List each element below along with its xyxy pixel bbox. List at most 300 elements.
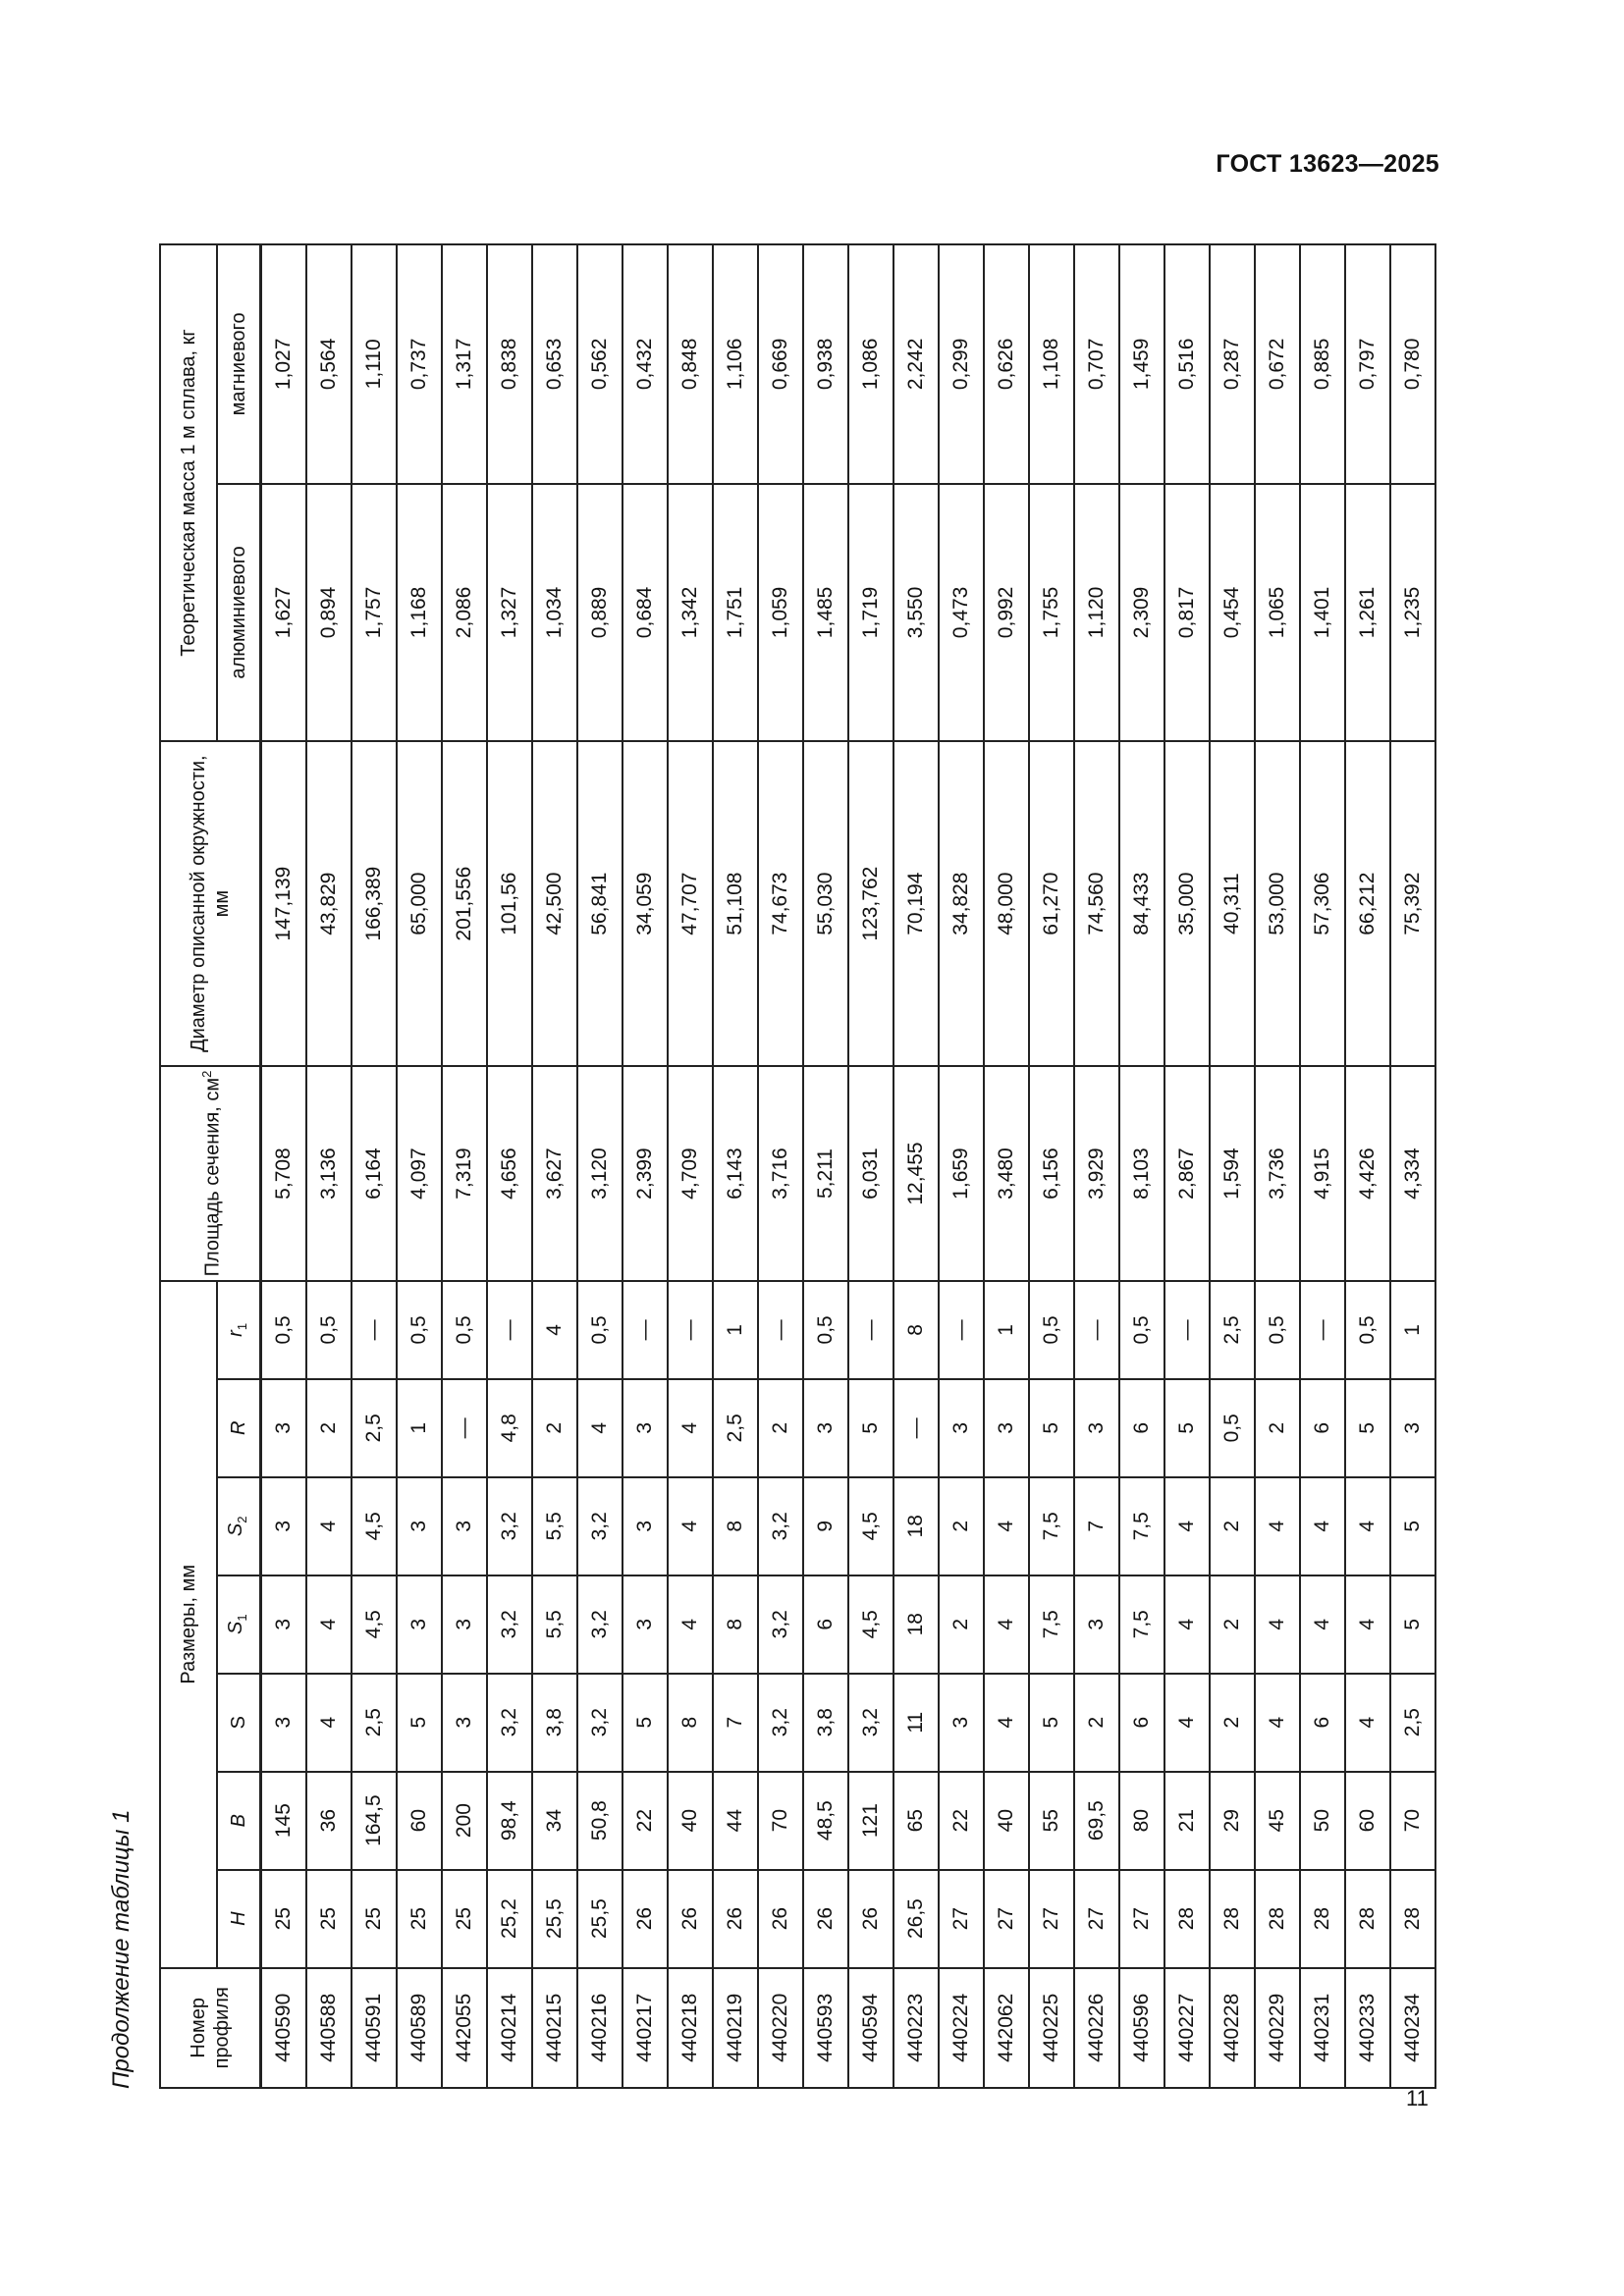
cell-H: 27 [1119,1870,1164,1968]
cell-mass-magnesium: 0,669 [758,244,803,484]
cell-profile-number: 440217 [623,1968,668,2088]
cell-S1: 7,5 [1029,1575,1074,1674]
cell-diameter: 53,000 [1255,741,1300,1066]
cell-profile-number: 440589 [397,1968,442,2088]
cell-S2: 9 [803,1477,848,1575]
cell-S2: 4 [1345,1477,1390,1575]
cell-S: 6 [1300,1674,1345,1772]
cell-R: 3 [939,1379,984,1477]
cell-R: 4,8 [487,1379,532,1477]
cell-mass-magnesium: 0,516 [1164,244,1210,484]
cell-S: 5 [623,1674,668,1772]
cell-S: 4 [1345,1674,1390,1772]
cell-diameter: 48,000 [984,741,1029,1066]
cell-r1: 0,5 [1345,1281,1390,1379]
cell-mass-magnesium: 0,287 [1210,244,1255,484]
header-diameter: Диаметр описанной окружности, мм [160,741,261,1066]
cell-mass-magnesium: 1,027 [261,244,307,484]
cell-S2: 3,2 [487,1477,532,1575]
cell-S1: 3 [397,1575,442,1674]
cell-S2: 4 [1255,1477,1300,1575]
cell-S1: 4,5 [848,1575,893,1674]
cell-diameter: 47,707 [668,741,713,1066]
cell-diameter: 84,433 [1119,741,1164,1066]
cell-profile-number: 440223 [893,1968,939,2088]
cell-R: 4 [577,1379,623,1477]
cell-B: 70 [1390,1772,1435,1870]
cell-mass-magnesium: 0,838 [487,244,532,484]
cell-profile-number: 440590 [261,1968,307,2088]
cell-S1: 4 [1255,1575,1300,1674]
cell-mass-aluminum: 1,120 [1074,484,1119,741]
cell-mass-aluminum: 0,684 [623,484,668,741]
cell-r1: 0,5 [261,1281,307,1379]
cell-R: — [893,1379,939,1477]
cell-mass-aluminum: 1,719 [848,484,893,741]
table-row [984,244,1029,2088]
cell-R: 3 [803,1379,848,1477]
cell-area: 7,319 [442,1066,487,1281]
cell-diameter: 51,108 [713,741,758,1066]
cell-B: 29 [1210,1772,1255,1870]
cell-S2: 3 [261,1477,307,1575]
cell-S: 3,2 [577,1674,623,1772]
cell-S2: 3 [442,1477,487,1575]
cell-r1: 4 [532,1281,577,1379]
cell-R: — [442,1379,487,1477]
cell-profile-number: 440227 [1164,1968,1210,2088]
cell-R: 6 [1119,1379,1164,1477]
table-row [713,244,758,2088]
cell-S: 4 [1255,1674,1300,1772]
cell-B: 44 [713,1772,758,1870]
cell-B: 164,5 [352,1772,397,1870]
cell-S: 11 [893,1674,939,1772]
cell-B: 50 [1300,1772,1345,1870]
cell-r1: — [848,1281,893,1379]
table-row [442,244,487,2088]
cell-B: 45 [1255,1772,1300,1870]
cell-H: 26 [668,1870,713,1968]
cell-S: 3 [261,1674,307,1772]
cell-H: 28 [1345,1870,1390,1968]
cell-diameter: 201,556 [442,741,487,1066]
cell-S: 3,2 [848,1674,893,1772]
cell-r1: 0,5 [803,1281,848,1379]
cell-S: 4 [306,1674,352,1772]
cell-r1: — [623,1281,668,1379]
cell-B: 70 [758,1772,803,1870]
cell-H: 26 [848,1870,893,1968]
cell-mass-aluminum: 0,894 [306,484,352,741]
cell-r1: 1 [1390,1281,1435,1379]
cell-S: 3,8 [803,1674,848,1772]
cell-mass-aluminum: 1,401 [1300,484,1345,741]
cell-B: 22 [623,1772,668,1870]
cell-S2: 2 [1210,1477,1255,1575]
cell-S: 4 [984,1674,1029,1772]
cell-S1: 4 [668,1575,713,1674]
cell-diameter: 55,030 [803,741,848,1066]
cell-H: 28 [1255,1870,1300,1968]
cell-area: 4,709 [668,1066,713,1281]
cell-profile-number: 440225 [1029,1968,1074,2088]
cell-S2: 7 [1074,1477,1119,1575]
cell-r1: — [1164,1281,1210,1379]
cell-area: 6,164 [352,1066,397,1281]
table-row [1119,244,1164,2088]
cell-area: 3,716 [758,1066,803,1281]
cell-B: 21 [1164,1772,1210,1870]
table-row [623,244,668,2088]
cell-area: 1,594 [1210,1066,1255,1281]
cell-S: 3,2 [487,1674,532,1772]
cell-S1: 3,2 [758,1575,803,1674]
cell-profile-number: 440588 [306,1968,352,2088]
cell-H: 28 [1210,1870,1255,1968]
cell-r1: — [668,1281,713,1379]
cell-mass-aluminum: 1,059 [758,484,803,741]
cell-diameter: 74,560 [1074,741,1119,1066]
cell-B: 80 [1119,1772,1164,1870]
cell-profile-number: 440219 [713,1968,758,2088]
header-area: Площадь сечения, $см^2$ [160,1066,261,1281]
cell-mass-magnesium: 0,938 [803,244,848,484]
cell-B: 98,4 [487,1772,532,1870]
cell-R: 5 [1345,1379,1390,1477]
cell-S2: 7,5 [1119,1477,1164,1575]
cell-area: 3,627 [532,1066,577,1281]
cell-area: 4,334 [1390,1066,1435,1281]
cell-S2: 3,2 [577,1477,623,1575]
cell-area: 12,455 [893,1066,939,1281]
cell-profile-number: 440233 [1345,1968,1390,2088]
cell-S2: 4 [984,1477,1029,1575]
table-row [1345,244,1390,2088]
table-row [803,244,848,2088]
cell-diameter: 123,762 [848,741,893,1066]
cell-B: 65 [893,1772,939,1870]
cell-area: 4,097 [397,1066,442,1281]
cell-S1: 3,2 [577,1575,623,1674]
cell-mass-aluminum: 1,757 [352,484,397,741]
table-row [1390,244,1435,2088]
cell-diameter: 35,000 [1164,741,1210,1066]
cell-H: 25 [442,1870,487,1968]
cell-H: 27 [984,1870,1029,1968]
cell-profile-number: 440231 [1300,1968,1345,2088]
cell-mass-aluminum: 0,992 [984,484,1029,741]
cell-area: 2,867 [1164,1066,1210,1281]
cell-B: 34 [532,1772,577,1870]
cell-S2: 5,5 [532,1477,577,1575]
cell-profile-number: 440594 [848,1968,893,2088]
cell-R: 0,5 [1210,1379,1255,1477]
cell-S: 5 [1029,1674,1074,1772]
cell-S1: 4 [1164,1575,1210,1674]
cell-R: 2 [1255,1379,1300,1477]
cell-S1: 3 [261,1575,307,1674]
cell-profile-number: 440228 [1210,1968,1255,2088]
cell-S2: 3 [623,1477,668,1575]
cell-diameter: 74,673 [758,741,803,1066]
cell-mass-aluminum: 3,550 [893,484,939,741]
cell-H: 28 [1390,1870,1435,1968]
rotated-table-region [108,126,1424,2089]
cell-H: 25,5 [532,1870,577,1968]
cell-mass-magnesium: 1,086 [848,244,893,484]
cell-diameter: 34,059 [623,741,668,1066]
cell-H: 28 [1164,1870,1210,1968]
cell-mass-magnesium: 0,564 [306,244,352,484]
table-row [1074,244,1119,2088]
cell-r1: — [758,1281,803,1379]
cell-H: 27 [1074,1870,1119,1968]
cell-S1: 4 [1300,1575,1345,1674]
cell-area: 3,736 [1255,1066,1300,1281]
cell-H: 27 [939,1870,984,1968]
cell-mass-magnesium: 1,106 [713,244,758,484]
cell-S1: 5 [1390,1575,1435,1674]
cell-diameter: 43,829 [306,741,352,1066]
cell-mass-aluminum: 1,342 [668,484,713,741]
cell-r1: 1 [713,1281,758,1379]
cell-area: 6,143 [713,1066,758,1281]
cell-area: 3,120 [577,1066,623,1281]
cell-mass-magnesium: 0,562 [577,244,623,484]
cell-profile-number: 440214 [487,1968,532,2088]
cell-R: 3 [984,1379,1029,1477]
cell-H: 26 [623,1870,668,1968]
cell-H: 26,5 [893,1870,939,1968]
cell-mass-magnesium: 2,242 [893,244,939,484]
cell-area: 3,480 [984,1066,1029,1281]
cell-S1: 3 [442,1575,487,1674]
table-row [668,244,713,2088]
cell-profile-number: 440215 [532,1968,577,2088]
cell-B: 55 [1029,1772,1074,1870]
header-B: B [217,1772,261,1870]
cell-mass-magnesium: 0,885 [1300,244,1345,484]
cell-H: 26 [758,1870,803,1968]
cell-area: 2,399 [623,1066,668,1281]
cell-H: 25 [352,1870,397,1968]
table-row [397,244,442,2088]
table-row [352,244,397,2088]
cell-S2: 4 [1300,1477,1345,1575]
cell-r1: 0,5 [577,1281,623,1379]
cell-profile-number: 440229 [1255,1968,1300,2088]
cell-B: 121 [848,1772,893,1870]
cell-r1: 0,5 [306,1281,352,1379]
cell-H: 26 [803,1870,848,1968]
cell-S1: 2 [939,1575,984,1674]
cell-S1: 7,5 [1119,1575,1164,1674]
cell-mass-magnesium: 0,737 [397,244,442,484]
cell-diameter: 57,306 [1300,741,1345,1066]
cell-S: 2,5 [1390,1674,1435,1772]
cell-B: 40 [668,1772,713,1870]
cell-S1: 2 [1210,1575,1255,1674]
cell-mass-magnesium: 1,317 [442,244,487,484]
table-row [532,244,577,2088]
cell-S: 7 [713,1674,758,1772]
cell-r1: — [939,1281,984,1379]
table-body [261,244,1436,2088]
cell-r1: 2,5 [1210,1281,1255,1379]
cell-mass-aluminum: 2,309 [1119,484,1164,741]
cell-mass-magnesium: 0,672 [1255,244,1300,484]
cell-S2: 7,5 [1029,1477,1074,1575]
cell-r1: 0,5 [1029,1281,1074,1379]
table-row [487,244,532,2088]
cell-r1: 8 [893,1281,939,1379]
cell-S2: 8 [713,1477,758,1575]
cell-S1: 4,5 [352,1575,397,1674]
header-S: S [217,1674,261,1772]
cell-H: 27 [1029,1870,1074,1968]
cell-profile-number: 440226 [1074,1968,1119,2088]
cell-diameter: 166,389 [352,741,397,1066]
cell-R: 1 [397,1379,442,1477]
cell-diameter: 147,139 [261,741,307,1066]
cell-area: 1,659 [939,1066,984,1281]
cell-S1: 18 [893,1575,939,1674]
table-row [1300,244,1345,2088]
cell-mass-magnesium: 0,797 [1345,244,1390,484]
cell-r1: 1 [984,1281,1029,1379]
cell-mass-magnesium: 0,848 [668,244,713,484]
cell-profile-number: 442062 [984,1968,1029,2088]
cell-r1: — [487,1281,532,1379]
cell-r1: — [352,1281,397,1379]
cell-B: 48,5 [803,1772,848,1870]
cell-B: 60 [397,1772,442,1870]
cell-R: 3 [261,1379,307,1477]
table-row [1210,244,1255,2088]
cell-S: 3,8 [532,1674,577,1772]
header-r1: $r_1$ [217,1281,261,1379]
table-row [1164,244,1210,2088]
cell-H: 25 [397,1870,442,1968]
cell-mass-aluminum: 1,327 [487,484,532,741]
cell-area: 4,915 [1300,1066,1345,1281]
cell-mass-aluminum: 1,751 [713,484,758,741]
cell-S: 3 [442,1674,487,1772]
cell-H: 25,2 [487,1870,532,1968]
profiles-table [159,243,1436,2089]
cell-H: 28 [1300,1870,1345,1968]
header-profile-number: Номер профиля [160,1968,261,2088]
cell-area: 4,426 [1345,1066,1390,1281]
cell-r1: 0,5 [1119,1281,1164,1379]
cell-S: 4 [1164,1674,1210,1772]
cell-r1: — [1300,1281,1345,1379]
cell-H: 25,5 [577,1870,623,1968]
header-S1: $S_1$ [217,1575,261,1674]
cell-r1: — [1074,1281,1119,1379]
cell-S: 3 [939,1674,984,1772]
table-row [848,244,893,2088]
cell-B: 69,5 [1074,1772,1119,1870]
cell-R: 3 [1390,1379,1435,1477]
cell-profile-number: 440216 [577,1968,623,2088]
cell-mass-magnesium: 0,653 [532,244,577,484]
cell-diameter: 66,212 [1345,741,1390,1066]
header-mass: Теоретическая масса 1 м сплава, кг [160,244,217,741]
cell-area: 5,708 [261,1066,307,1281]
header-aluminum: алюминиевого [217,484,261,741]
cell-mass-magnesium: 0,707 [1074,244,1119,484]
cell-S1: 8 [713,1575,758,1674]
cell-profile-number: 442055 [442,1968,487,2088]
cell-S1: 3 [623,1575,668,1674]
cell-profile-number: 440591 [352,1968,397,2088]
table-row [1255,244,1300,2088]
cell-S2: 4,5 [848,1477,893,1575]
cell-mass-magnesium: 1,459 [1119,244,1164,484]
cell-diameter: 40,311 [1210,741,1255,1066]
cell-B: 50,8 [577,1772,623,1870]
cell-mass-aluminum: 1,065 [1255,484,1300,741]
cell-S1: 4 [306,1575,352,1674]
table-row [306,244,352,2088]
cell-S2: 3 [397,1477,442,1575]
table-row [893,244,939,2088]
cell-profile-number: 440220 [758,1968,803,2088]
cell-diameter: 56,841 [577,741,623,1066]
cell-B: 145 [261,1772,307,1870]
cell-S2: 4,5 [352,1477,397,1575]
cell-R: 2 [758,1379,803,1477]
cell-r1: 0,5 [1255,1281,1300,1379]
cell-mass-aluminum: 1,235 [1390,484,1435,741]
cell-S: 2 [1210,1674,1255,1772]
cell-H: 25 [261,1870,307,1968]
cell-mass-magnesium: 0,780 [1390,244,1435,484]
cell-S2: 2 [939,1477,984,1575]
cell-mass-aluminum: 1,627 [261,484,307,741]
cell-B: 36 [306,1772,352,1870]
cell-R: 2,5 [352,1379,397,1477]
cell-R: 4 [668,1379,713,1477]
cell-H: 26 [713,1870,758,1968]
cell-mass-magnesium: 0,299 [939,244,984,484]
cell-R: 5 [1029,1379,1074,1477]
cell-B: 200 [442,1772,487,1870]
cell-profile-number: 440218 [668,1968,713,2088]
cell-diameter: 65,000 [397,741,442,1066]
page-number: 11 [1406,2086,1429,2110]
cell-mass-aluminum: 0,889 [577,484,623,741]
cell-S: 2 [1074,1674,1119,1772]
cell-S1: 5,5 [532,1575,577,1674]
cell-S: 2,5 [352,1674,397,1772]
cell-S1: 4 [1345,1575,1390,1674]
header-magnesium: магниевого [217,244,261,484]
header-R: R [217,1379,261,1477]
cell-S1: 3,2 [487,1575,532,1674]
cell-S1: 4 [984,1575,1029,1674]
cell-diameter: 75,392 [1390,741,1435,1066]
cell-S: 8 [668,1674,713,1772]
cell-R: 5 [848,1379,893,1477]
table-caption: Продолжение таблицы 1 [108,1809,135,2089]
table-row [1029,244,1074,2088]
cell-B: 40 [984,1772,1029,1870]
cell-S: 3,2 [758,1674,803,1772]
cell-area: 6,031 [848,1066,893,1281]
